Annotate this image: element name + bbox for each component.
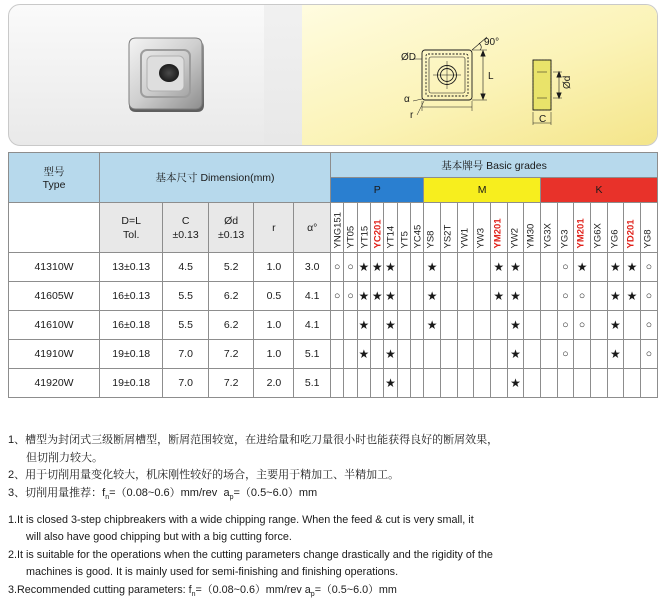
label-L: L (488, 71, 494, 82)
grade-mark-cell (624, 369, 641, 398)
group-p: P (331, 178, 424, 203)
grade-mark-cell (457, 340, 474, 369)
grade-mark-cell: ★ (607, 311, 624, 340)
r-cell: 2.0 (254, 369, 294, 398)
grade-mark-cell: ★ (357, 311, 370, 340)
grade-mark-cell (397, 340, 410, 369)
label-r: r (410, 110, 414, 121)
grades-table (8, 152, 658, 398)
grade-mark-cell: ★ (607, 340, 624, 369)
table-body (9, 253, 658, 398)
note-cn-1: 1、槽型为封闭式三级断屑槽型，断屑范围较宽，在进给量和吃刀量很小时也能获得良好的断屑效果， (8, 434, 499, 446)
grade-mark-cell (371, 369, 384, 398)
label-C: C (539, 114, 547, 125)
table-row (9, 369, 658, 398)
grade-mark-cell: ★ (490, 253, 507, 282)
grade-mark-cell (331, 311, 344, 340)
grade-mark-cell (524, 253, 541, 282)
grade-mark-cell (590, 369, 607, 398)
grade-mark-cell: ★ (624, 253, 641, 282)
grade-col-header: YM201 (574, 203, 591, 253)
dl-cell: 19±0.18 (100, 340, 163, 369)
grade-mark-cell: ★ (384, 369, 397, 398)
grade-mark-cell: ★ (371, 282, 384, 311)
notes-en (8, 512, 658, 604)
header-row-3 (9, 203, 658, 253)
grade-col-header: YM30 (524, 203, 541, 253)
grade-mark-cell (574, 369, 591, 398)
grade-mark-cell (457, 253, 474, 282)
grade-mark-cell (524, 340, 541, 369)
grade-col-header: YG6X (590, 203, 607, 253)
r-cell: 0.5 (254, 282, 294, 311)
grade-mark-cell (524, 311, 541, 340)
grade-col-header: YNG151 (331, 203, 344, 253)
grade-col-header: YD201 (624, 203, 641, 253)
grade-col-header: YG3X (540, 203, 557, 253)
grade-mark-cell: ★ (507, 253, 524, 282)
type-header-en: Type (42, 179, 66, 191)
grade-mark-cell (540, 369, 557, 398)
note-cn-2: 2、用于切削用量变化较大，机床刚性较好的场合，主要用于精加工、半精加工。 (8, 469, 400, 482)
grade-mark-cell (474, 340, 491, 369)
grade-mark-cell (441, 311, 458, 340)
note-en-1-cont: will also have good chipping but with a big cutting force. (26, 531, 292, 544)
dim-col-dl: D=L Tol. (100, 203, 163, 253)
grade-mark-cell (344, 311, 357, 340)
grade-mark-cell (490, 311, 507, 340)
product-illustration-panel (8, 4, 658, 146)
grade-mark-cell (411, 340, 424, 369)
grade-mark-cell (557, 369, 574, 398)
grade-mark-cell (411, 253, 424, 282)
grade-mark-cell: ★ (424, 282, 441, 311)
grade-mark-cell: ○ (344, 253, 357, 282)
table-row (9, 311, 658, 340)
notes-section (8, 432, 658, 604)
dim-col-d: Ød ±0.13 (208, 203, 254, 253)
grade-mark-cell (344, 340, 357, 369)
grade-col-header: YG8 (640, 203, 657, 253)
r-cell: 1.0 (254, 253, 294, 282)
grade-mark-cell: ○ (331, 253, 344, 282)
grade-mark-cell: ★ (371, 253, 384, 282)
type-subheader-blank (9, 203, 100, 253)
note-en-2: 2.It is suitable for the operations when the cutting parameters change drastically and the rigidity of the (8, 548, 493, 561)
grade-col-header: YT15 (357, 203, 370, 253)
type-cell: 41920W (9, 369, 100, 398)
grade-mark-cell: ★ (357, 253, 370, 282)
r-cell: 1.0 (254, 340, 294, 369)
grade-mark-cell (490, 340, 507, 369)
grade-mark-cell (441, 253, 458, 282)
grade-mark-cell (441, 369, 458, 398)
c-cell: 7.0 (163, 369, 209, 398)
grade-mark-cell (411, 311, 424, 340)
grade-mark-cell: ○ (557, 340, 574, 369)
d-cell: 7.2 (208, 340, 254, 369)
table-row (9, 282, 658, 311)
label-angle: 90° (484, 37, 500, 48)
type-cell: 41610W (9, 311, 100, 340)
c-cell: 5.5 (163, 311, 209, 340)
grade-mark-cell: ○ (640, 253, 657, 282)
grade-mark-cell (624, 340, 641, 369)
alpha-cell: 3.0 (294, 253, 331, 282)
d-cell: 5.2 (208, 253, 254, 282)
grade-mark-cell (397, 369, 410, 398)
grade-mark-cell (607, 369, 624, 398)
grade-mark-cell (490, 369, 507, 398)
grade-mark-cell: ★ (574, 253, 591, 282)
grade-col-header: YG6 (607, 203, 624, 253)
grade-col-header: YW3 (474, 203, 491, 253)
grade-col-header: YC201 (371, 203, 384, 253)
grade-col-header: YM201 (490, 203, 507, 253)
grade-mark-cell (344, 369, 357, 398)
type-header (9, 153, 100, 203)
grade-mark-cell (357, 369, 370, 398)
label-alpha: α (404, 94, 410, 105)
grade-mark-cell (524, 282, 541, 311)
note-cn-1-cont: 但切削力较大。 (26, 451, 103, 464)
grade-col-header: YT14 (384, 203, 397, 253)
grade-col-header: YS2T (441, 203, 458, 253)
grade-mark-cell: ★ (490, 282, 507, 311)
grade-mark-cell: ○ (331, 282, 344, 311)
grade-col-header: YG3 (557, 203, 574, 253)
grade-mark-cell (424, 369, 441, 398)
c-cell: 7.0 (163, 340, 209, 369)
alpha-cell: 5.1 (294, 340, 331, 369)
d-cell: 6.2 (208, 311, 254, 340)
grade-mark-cell (457, 369, 474, 398)
grade-mark-cell (474, 253, 491, 282)
type-cell: 41910W (9, 340, 100, 369)
insert-photo (129, 38, 204, 112)
grade-col-header: YT5 (397, 203, 410, 253)
grade-col-header: YT05 (344, 203, 357, 253)
label-diameter-d: Ød (562, 75, 573, 89)
grade-mark-cell: ○ (557, 282, 574, 311)
grade-mark-cell (474, 311, 491, 340)
grade-mark-cell: ★ (357, 282, 370, 311)
grade-mark-cell: ★ (384, 253, 397, 282)
grade-mark-cell (457, 311, 474, 340)
grade-mark-cell (397, 253, 410, 282)
alpha-cell: 4.1 (294, 311, 331, 340)
grade-mark-cell: ○ (557, 311, 574, 340)
dim-col-r: r (254, 203, 294, 253)
grade-mark-cell: ○ (574, 282, 591, 311)
grade-mark-cell (590, 253, 607, 282)
grade-mark-cell (397, 282, 410, 311)
alpha-cell: 4.1 (294, 282, 331, 311)
header-row-1 (9, 153, 658, 178)
dl-cell: 19±0.18 (100, 369, 163, 398)
grade-mark-cell (331, 340, 344, 369)
grade-mark-cell: ★ (384, 340, 397, 369)
grade-mark-cell (411, 369, 424, 398)
dimension-header: 基本尺寸 Dimension(mm) (100, 153, 331, 203)
alpha-cell: 5.1 (294, 369, 331, 398)
dim-col-c: C ±0.13 (163, 203, 209, 253)
c-cell: 4.5 (163, 253, 209, 282)
grade-mark-cell: ★ (624, 282, 641, 311)
grade-mark-cell: ★ (507, 311, 524, 340)
grade-mark-cell (457, 282, 474, 311)
grade-mark-cell (397, 311, 410, 340)
dl-cell: 16±0.18 (100, 311, 163, 340)
grade-col-header: YS8 (424, 203, 441, 253)
grade-mark-cell (590, 340, 607, 369)
grade-mark-cell: ○ (557, 253, 574, 282)
d-cell: 7.2 (208, 369, 254, 398)
grade-mark-cell: ○ (640, 282, 657, 311)
grade-mark-cell (590, 282, 607, 311)
grade-mark-cell (441, 340, 458, 369)
group-m: M (424, 178, 541, 203)
grade-mark-cell: ★ (507, 369, 524, 398)
group-k: K (540, 178, 657, 203)
grade-mark-cell (590, 311, 607, 340)
grade-mark-cell: ★ (357, 340, 370, 369)
grade-col-header: YW1 (457, 203, 474, 253)
grade-mark-cell (424, 340, 441, 369)
c-cell: 5.5 (163, 282, 209, 311)
grade-mark-cell: ○ (344, 282, 357, 311)
grade-mark-cell: ★ (384, 311, 397, 340)
grade-mark-cell (540, 282, 557, 311)
grade-mark-cell: ★ (424, 311, 441, 340)
grade-mark-cell: ★ (607, 282, 624, 311)
type-cell: 41605W (9, 282, 100, 311)
grade-mark-cell (371, 340, 384, 369)
grade-mark-cell (474, 282, 491, 311)
grade-mark-cell (331, 369, 344, 398)
r-cell: 1.0 (254, 311, 294, 340)
insert-side-view (533, 60, 562, 125)
grade-mark-cell: ○ (640, 340, 657, 369)
table-row (9, 340, 658, 369)
dl-cell: 16±0.13 (100, 282, 163, 311)
grade-mark-cell (371, 311, 384, 340)
table-row (9, 253, 658, 282)
label-diameter-D: ØD (401, 52, 416, 63)
grade-mark-cell: ★ (384, 282, 397, 311)
grade-mark-cell: ○ (574, 311, 591, 340)
note-en-2-cont: machines is good. It is mainly used for semi-finishing and finishing operations. (26, 566, 399, 579)
grade-mark-cell (524, 369, 541, 398)
grade-mark-cell (574, 340, 591, 369)
insert-drawing (9, 5, 658, 146)
grade-col-header: YW2 (507, 203, 524, 253)
grade-mark-cell: ★ (607, 253, 624, 282)
type-cell: 41310W (9, 253, 100, 282)
grade-mark-cell (540, 253, 557, 282)
grade-mark-cell (540, 311, 557, 340)
grade-mark-cell (540, 340, 557, 369)
note-en-1: 1.It is closed 3-step chipbreakers with a wide chipping range. When the feed & cut is very small, it (8, 513, 474, 526)
insert-top-view (413, 37, 487, 115)
grade-mark-cell: ★ (507, 340, 524, 369)
note-en-3: 3.Recommended cutting parameters: $f_n=(0.08\sim 0.6)mm$/rev $a_p=(0.5\sim 6.0)mm$ (8, 583, 397, 599)
grade-mark-cell (474, 369, 491, 398)
grade-mark-cell (411, 282, 424, 311)
type-header-cn: 型号 (43, 166, 65, 178)
grade-mark-cell (640, 369, 657, 398)
grade-mark-cell: ○ (640, 311, 657, 340)
grade-mark-cell (441, 282, 458, 311)
d-cell: 6.2 (208, 282, 254, 311)
grades-header: 基本牌号 Basic grades (331, 153, 658, 178)
grade-mark-cell: ★ (424, 253, 441, 282)
grade-mark-cell (624, 311, 641, 340)
dl-cell: 13±0.13 (100, 253, 163, 282)
grade-col-header: YC45 (411, 203, 424, 253)
note-cn-3: 3、切削用量推荐：$f_n=(0.08\sim 0.6)mm$/rev $a_p=(0.5\sim 6.0)mm$ (8, 486, 318, 501)
dim-col-alpha: α° (294, 203, 331, 253)
grade-mark-cell: ★ (507, 282, 524, 311)
